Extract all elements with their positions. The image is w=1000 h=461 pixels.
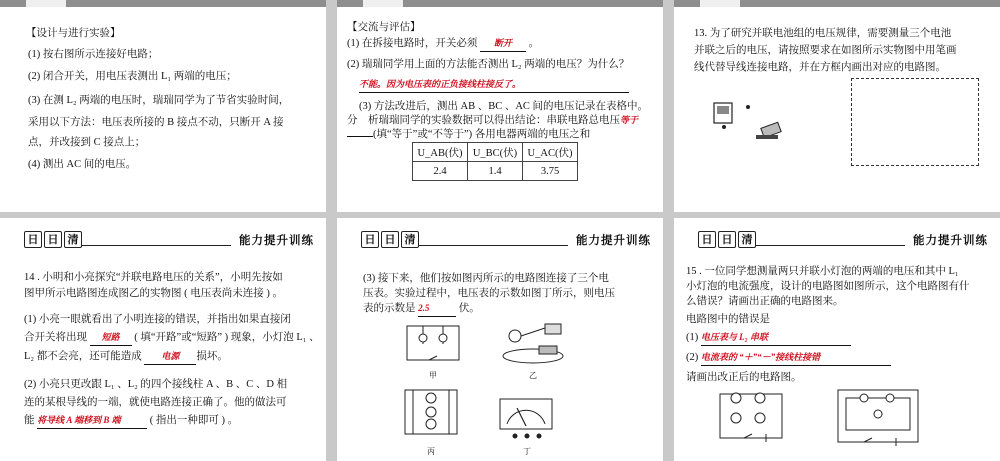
apparatus-yi: [493, 316, 573, 368]
section-heading: 【设计与进行实验】: [26, 28, 121, 39]
badge-char: 日: [698, 231, 716, 248]
text-line: (4) 测出 AC 间的电压。: [28, 159, 137, 170]
page-header: [0, 218, 326, 248]
text-line: [24, 413, 238, 429]
error-1-line: [686, 330, 851, 346]
badge-char: 日: [381, 231, 399, 248]
answer-text: 断开: [493, 38, 512, 48]
section-heading: 【交流与评估】: [347, 22, 421, 33]
answer-text: 不能。因为电压表的正负接线柱接反了。: [359, 79, 522, 89]
answer-blank: [37, 413, 147, 429]
answer-text: 电流表的 “＋”“－”接线柱接错: [700, 352, 821, 362]
question-1: [347, 36, 539, 52]
answer-text: 短路: [101, 332, 120, 342]
text-line: (2) 闭合开关，用电压表测出 L₁ 两端的电压；: [28, 71, 237, 82]
header-title: 能力提升训练: [239, 233, 314, 247]
badge-char: 清: [401, 231, 419, 248]
text-line: 电路图中的错误是: [686, 314, 770, 325]
question-text: 损坏。: [196, 351, 228, 362]
text-line: 14 . 小明和小亮探究“并联电路电压的关系”，小明先按如: [24, 272, 283, 283]
voltmeter-dial: [497, 396, 555, 442]
answer-blank: [90, 330, 132, 346]
answer-blank: [701, 350, 891, 366]
text-line: 线代替导线连接电路，并在方框内画出对应的电路图。: [694, 62, 946, 73]
top-strip: [674, 0, 1000, 7]
question-text: ( 指出一种即可 ) 。: [149, 415, 239, 426]
question-text: ( 填“开路”或“短路” ) 现象，小灯泡 L₁ 、: [134, 332, 320, 343]
top-strip: [337, 0, 663, 7]
table-cell: 2.4: [413, 162, 468, 181]
figure-caption: 丙: [427, 447, 435, 456]
panel-question-14: [0, 218, 326, 461]
text-line: 15 . 一位同学想测量两只并联小灯泡的两端的电压和其中 L₁: [686, 266, 959, 277]
figure-caption: 乙: [529, 371, 537, 380]
circuit-diagram-corrected: [834, 386, 924, 450]
circuit-diagram-jia: [403, 320, 465, 368]
answer-blank: [347, 136, 373, 137]
question-text: (1) 在拆接电路时，开关必须: [347, 38, 478, 49]
top-strip: [0, 0, 326, 7]
answer-text: 等于: [620, 115, 639, 125]
question-text: 表的示数是: [363, 303, 416, 314]
answer-blank: [418, 301, 456, 317]
header-rule: [756, 245, 905, 246]
text-line: (3) 在测 L₂ 两端的电压时，瑞瑞同学为了节省实验时间，: [28, 95, 290, 106]
badge-char: 日: [718, 231, 736, 248]
text-line: 么错误？请画出正确的电路图来。: [686, 296, 844, 307]
table-header: U_BC(伏): [468, 143, 523, 162]
badge-char: 清: [738, 231, 756, 248]
error-2-line: [686, 350, 891, 366]
header-title: 能力提升训练: [576, 233, 651, 247]
text-line: 压表。实验过程中，电压表的示数如图丁所示，则电压: [363, 288, 615, 299]
question-text: 。: [528, 38, 540, 49]
header-rule: [82, 245, 231, 246]
panel-evaluation: [337, 0, 663, 212]
apparatus-illustration: [704, 95, 824, 155]
question-text: (2): [686, 352, 699, 363]
panel-question-13: [674, 0, 1000, 212]
answer-text: 将导线 A 端移到 B 端: [37, 415, 121, 425]
daily-badge: [698, 231, 758, 248]
page-header: [337, 218, 663, 248]
text-line: (2) 小亮只更改跟 L₁ 、L₂ 的四个接线柱 A 、B 、C 、D 相: [24, 379, 288, 390]
table-cell: 3.75: [523, 162, 578, 181]
answer-line: [359, 77, 629, 93]
text-line: 小灯泡的电流强度，设计的电路图如图所示，这个电路图有什: [686, 281, 970, 292]
table-header: U_AC(伏): [523, 143, 578, 162]
badge-char: 日: [361, 231, 379, 248]
text-line: [363, 301, 480, 317]
page-header: [674, 218, 1000, 248]
question-text: 能: [24, 415, 35, 426]
question-text: (填“等于”或“不等于”) 各用电器两端的电压之和: [373, 129, 591, 140]
answer-blank: [144, 349, 196, 365]
text-line: 点，并改接到 C 接点上；: [28, 137, 146, 148]
badge-char: 清: [64, 231, 82, 248]
answer-blank: [701, 330, 851, 346]
answer-text: 2.5: [418, 303, 430, 313]
text-line: 连的某根导线的一端，就使电路连接正确了。他的做法可: [24, 397, 287, 408]
text-line: (3) 接下来，他们按如图丙所示的电路图连接了三个电: [363, 273, 609, 284]
header-title: 能力提升训练: [913, 233, 988, 247]
table-header-row: [413, 143, 578, 162]
text-line: 请画出改正后的电路图。: [686, 372, 802, 383]
answer-text: 电压表与 L₂ 串联: [700, 332, 769, 342]
badge-char: 日: [44, 231, 62, 248]
question-3-cont: [347, 127, 590, 142]
daily-badge: [361, 231, 421, 248]
panel-question-15: [674, 218, 1000, 461]
table-cell: 1.4: [468, 162, 523, 181]
question-2: (2) 瑞瑞同学用上面的方法能否测出 L₂ 两端的电压？为什么？: [347, 59, 630, 70]
question-text: 伏。: [458, 303, 480, 314]
header-rule: [419, 245, 568, 246]
text-line: 13. 为了研究并联电池组的电压规律，需要测量三个电池: [694, 28, 952, 39]
text-line: (1) 小亮一眼就看出了小明连接的错误，并指出如果直接闭: [24, 314, 291, 325]
question-text: 合开关将出现: [24, 332, 87, 343]
panel-question-14-cont: [337, 218, 663, 461]
panel-experiment-design: [0, 0, 326, 212]
text-line: 采用以下方法：电压表所接的 B 接点不动，只断开 A 接: [28, 117, 284, 128]
text-line: 并联之后的电压，请按照要求在如图所示实物图中用笔画: [694, 45, 957, 56]
text-line: [24, 349, 228, 365]
circuit-diagram-original: [714, 386, 794, 450]
question-text: L₂ 都不会亮，还可能造成: [24, 351, 142, 362]
question-text: (1): [686, 332, 699, 343]
figure-caption: 丁: [523, 447, 531, 456]
data-table: [412, 142, 578, 181]
question-text: 分 析瑞瑞同学的实验数据可以得出结论：串联电路总电压: [347, 115, 620, 126]
answer-text: 电源: [161, 351, 180, 361]
dashed-answer-box: [851, 78, 979, 166]
circuit-diagram-bing: [401, 386, 463, 442]
text-line: 图甲所示电路图连成图乙的实物图 ( 电压表尚未连接 ) 。: [24, 288, 283, 299]
table-row: [413, 162, 578, 181]
question-3-cont: [347, 113, 638, 128]
text-line: [24, 330, 320, 346]
answer-blank: [480, 36, 526, 52]
question-3: (3) 方法改进后，测出 AB 、BC 、AC 间的电压记录在表格中。: [359, 101, 649, 112]
figure-caption: 甲: [429, 371, 437, 380]
table-header: U_AB(伏): [413, 143, 468, 162]
badge-char: 日: [24, 231, 42, 248]
text-line: (1) 按右图所示连接好电路；: [28, 49, 159, 60]
daily-badge: [24, 231, 84, 248]
